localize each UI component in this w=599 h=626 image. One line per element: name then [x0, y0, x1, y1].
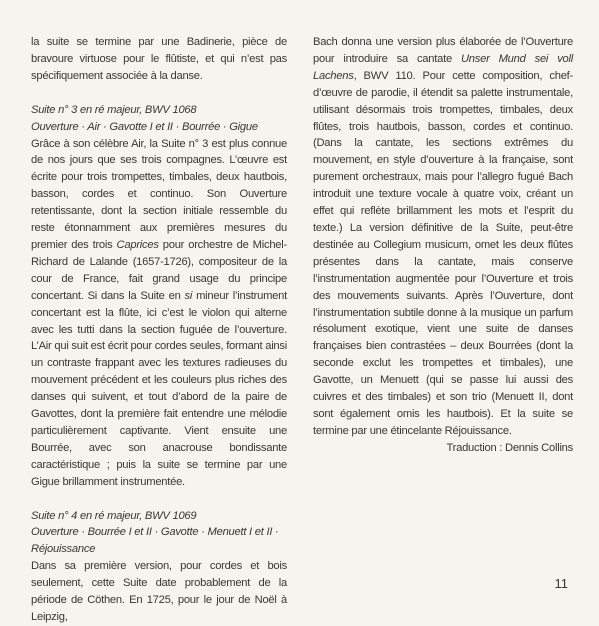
suite3-paragraph — [31, 136, 287, 491]
suite4-heading-title: Suite n° 4 en ré majeur, BWV 1069 — [31, 509, 197, 522]
left-column — [31, 34, 287, 626]
right-paragraph — [313, 34, 573, 440]
paragraph-gap — [31, 491, 287, 508]
suite3-text-part3: mineur l’instrument concertant est la flûte, ici c’est le violon qui alterne avec les tutti dans la section fuguée de l’ouverture. L’Air qui suit est écrit pour cordes seules, formant ainsi un contraste frappant avec les textures radieuses du mouvement précédent et les couleurs plus riches des danses qui suivent, et tout d’abord de la paire de Gavottes, dont la première fait entendre une mélodie particulièrement captivante. Vient ensuite une Bourrée, avec son anacrouse bondissante caractéristique ; puis la suite se termine par une Gigue brillamment instrumentée. — [31, 289, 287, 488]
suite3-text-part2: pour orchestre de Michel-Richard de Lalande (1657-1726), compositeur de la cour de France, fait grand usage du principe concertant. Si dans la Suite en — [31, 238, 287, 302]
cantata-title-italic: Unser Mund sei voll Lachens — [313, 52, 573, 82]
suite4-paragraph: Dans sa première version, pour cordes et bois seulement, cette Suite date probablement de la période de Cöthen. En 1725, pour le jour de Noël à Leipzig, — [31, 560, 287, 623]
right-column — [313, 34, 573, 457]
paragraph-gap — [31, 85, 287, 102]
translation-credit: Traduction : Dennis Collins — [446, 441, 573, 454]
caprices-italic: Caprices — [116, 238, 159, 251]
suite3-heading-title: Suite n° 3 en ré majeur, BWV 1068 — [31, 103, 197, 116]
continuation-paragraph: la suite se termine par une Badinerie, pièce de bravoure virtuose pour le flûtiste, et qui n’est pas spécifiquement associée à la danse. — [31, 36, 287, 82]
right-text-part2: , BWV 110. Pour cette composition, chef-d’œuvre de parodie, il étendit sa palette instrumentale, utilisant désormais trois trompettes, timbales, deux flûtes, trois hautbois, basson, cordes et continuo. (Dans la cantate, les sections extrêmes du mouvement, en style d’ouverture à la française, sont purement orchestraux, mais pour l’allegro fugué Bach introduit une texture vocale à quatre voix, créant un effet qui reflète brillamment les mots et l’esprit du texte.) La version définitive de la Suite, peut-être destinée au Collegium musicum, omet les deux flûtes présentes dans la cantate, mais conserve l’instrumentation augmentée pour l’Ouverture et trois des mouvements suivants. Après l’Ouverture, dont l’instrumentation subtile donne à la musique un parfum résolument exotique, vient une suite de danses françaises bien contrastées – deux Bourrées (dont la seconde exclut les trompettes et timbales), une Gavotte, un Menuett (qui se passe lui aussi des cuivres et des timbales) et son trio (Menuett II, dont sont également omis les hautbois). Et la suite se termine par une étincelante Réjouissance. — [313, 69, 573, 437]
suite3-text-part1: Grâce à son célèbre Air, la Suite n° 3 est plus connue de nos jours que ses trois compagnes. L’œuvre est écrite pour trois trompettes, timbales, deux hautbois, basson, cordes et continuo. Son Ouverture retentissante, dont la section initiale ressemble du reste étonnamment aux premières mesures du premier des trois — [31, 137, 287, 251]
suite3-heading-movements: Ouverture · Air · Gavotte I et II · Bourrée · Gigue — [31, 120, 258, 133]
si-italic: si — [184, 289, 193, 302]
page-number: 11 — [554, 576, 568, 591]
suite4-heading-movements: Ouverture · Bourrée I et II · Gavotte · Menuett I et II · Réjouissance — [31, 526, 279, 556]
right-text-part1: Bach donna une version plus élaborée de l’Ouverture pour introduire sa cantate — [313, 36, 573, 65]
